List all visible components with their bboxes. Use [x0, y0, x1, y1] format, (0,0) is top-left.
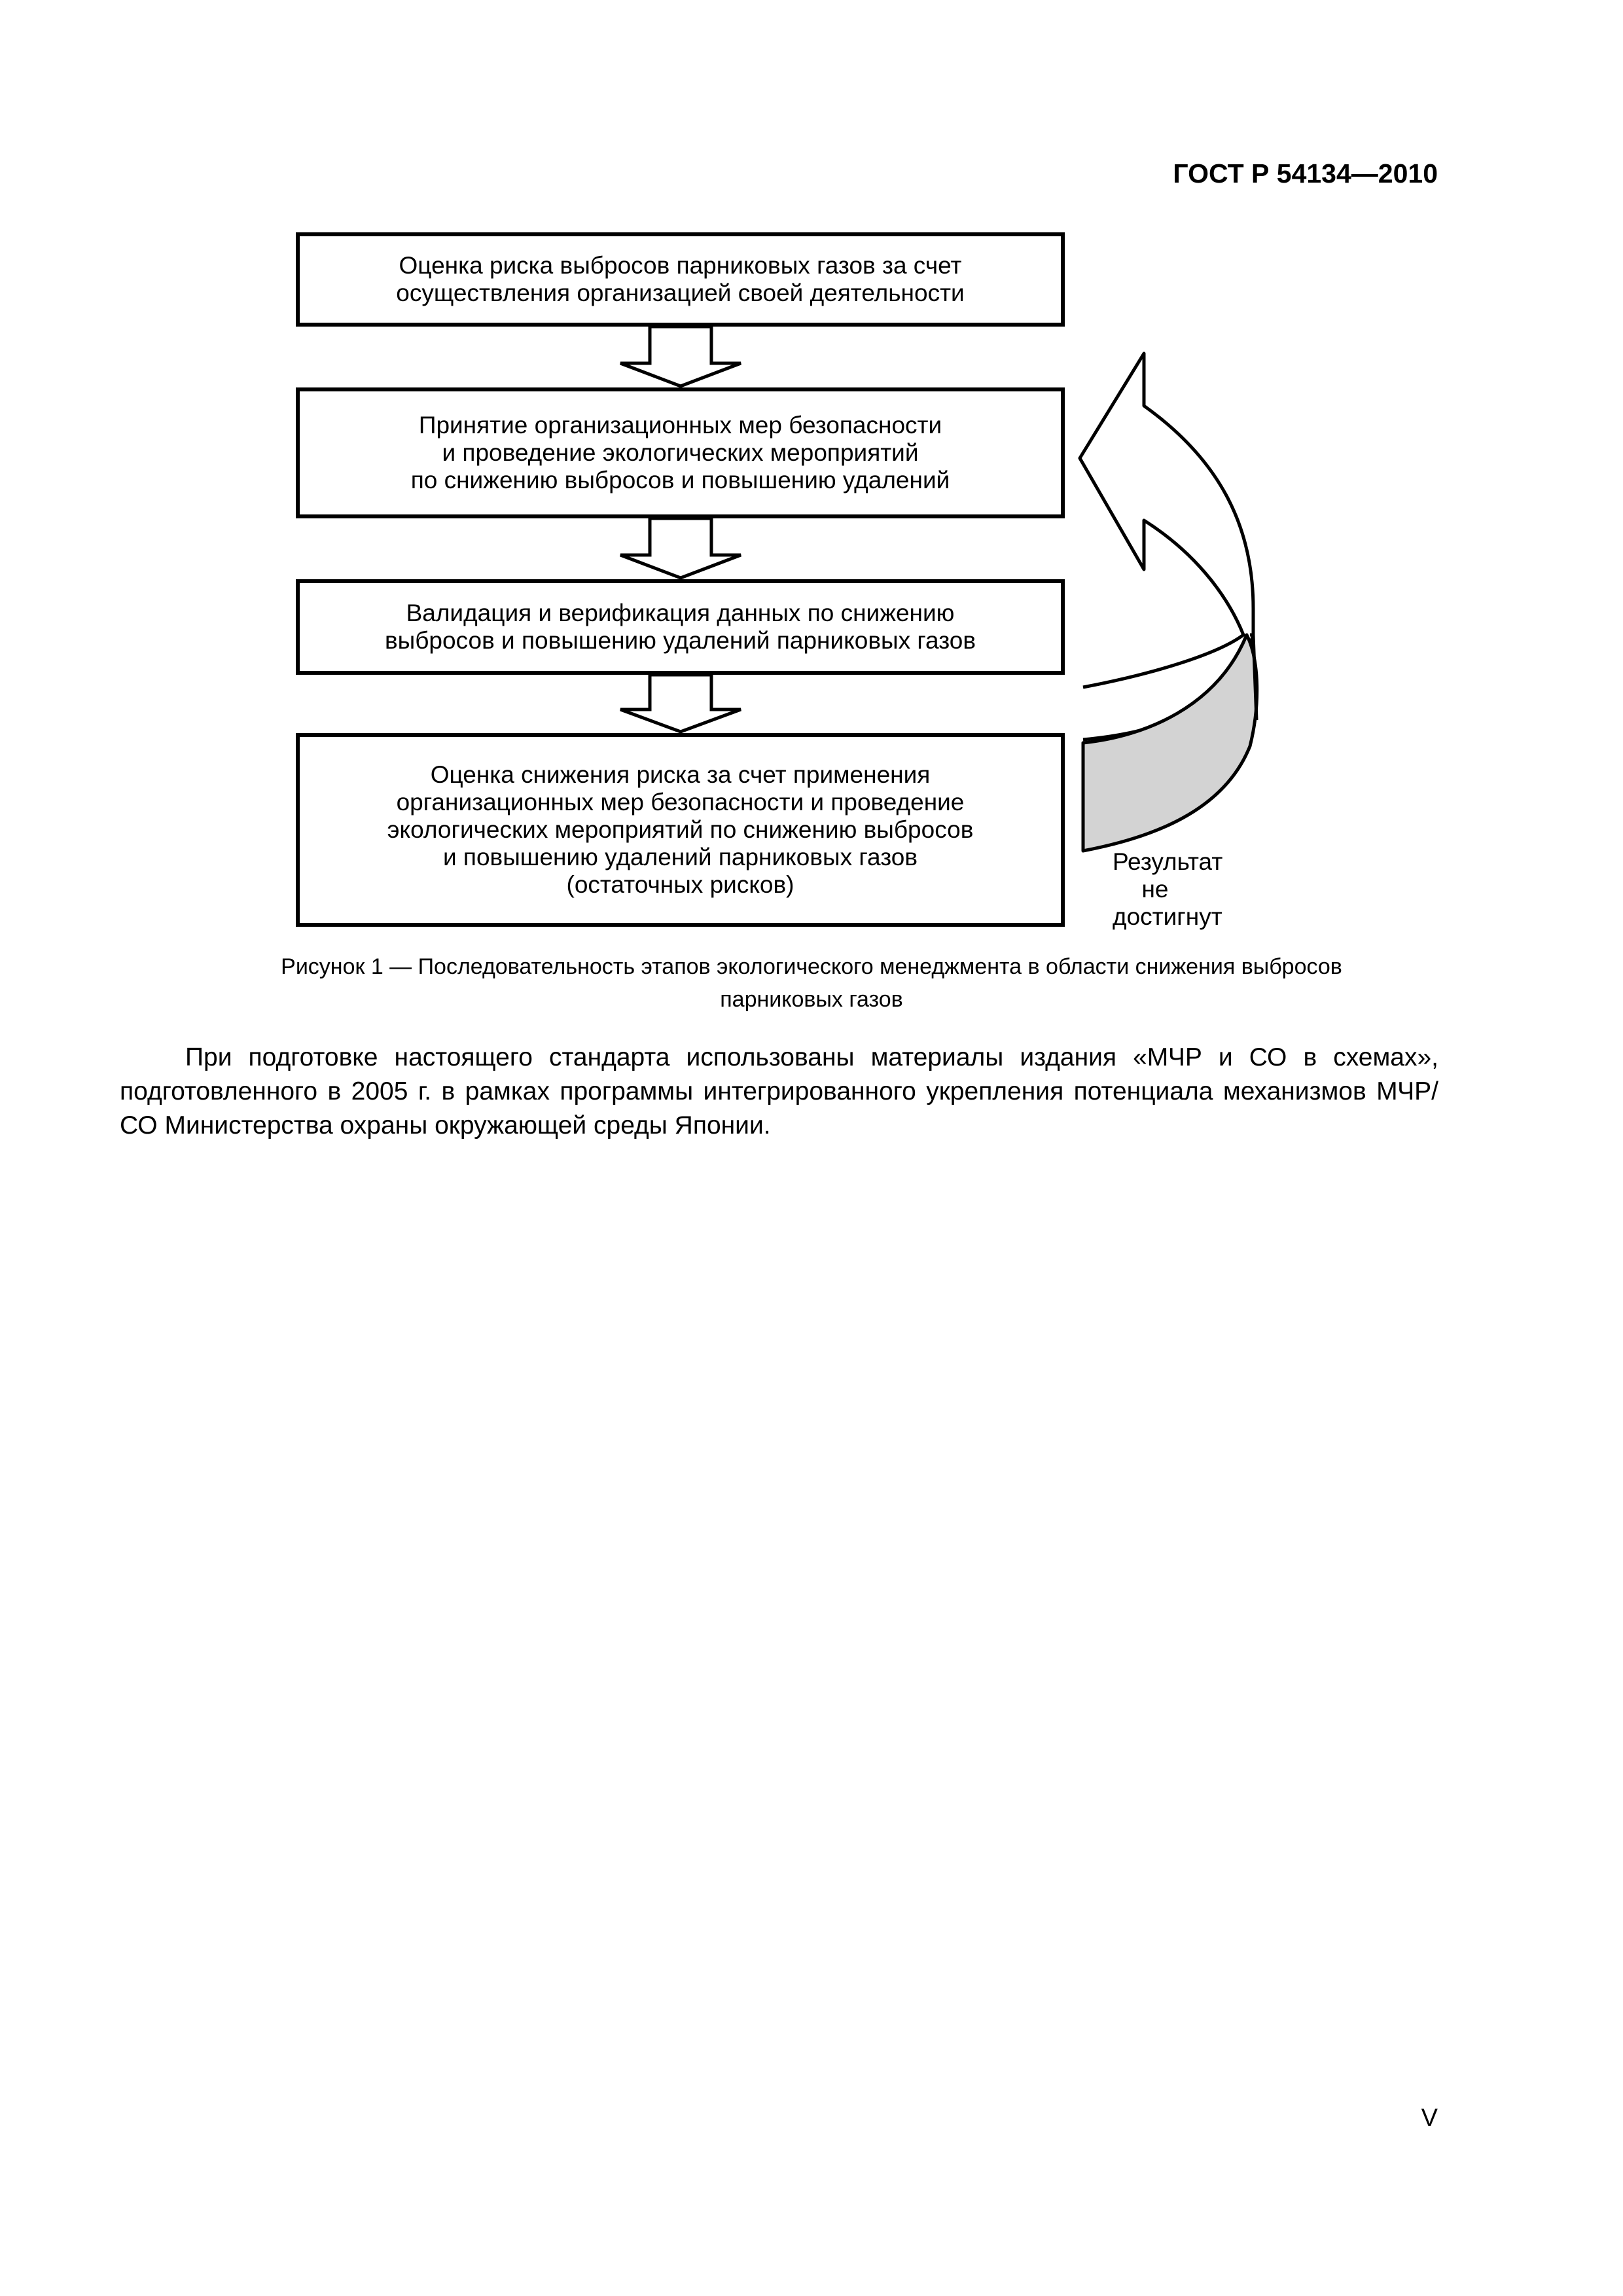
body-paragraph: При подготовке настоящего стандарта использованы материалы издания «МЧР и СО в схемах», подготовленного в 2005 г. в рамках программы интегрированного укрепления потенциала механизмов МЧР/СО Министерства охраны окружающей среды Японии. — [120, 1043, 1438, 1139]
figure-caption-line-2: парниковых газов — [720, 987, 903, 1012]
flow-step-4: Оценка снижения риска за счет применения организационных мер безопасности и проведение экологических мероприятий по снижению выбросов и повышению удалений парниковых газов (остаточных рисков) — [296, 733, 1065, 927]
figure-caption — [131, 950, 1492, 1016]
flow-step-3: Валидация и верификация данных по снижению выбросов и повышению удалений парниковых газов — [296, 579, 1065, 675]
down-arrow-2 — [620, 518, 741, 578]
down-arrow-3 — [620, 675, 741, 732]
down-arrow-1 — [620, 327, 741, 386]
feedback-label: Результат не достигнут — [1113, 848, 1223, 930]
page-number: V — [1421, 2104, 1438, 2132]
document-header: ГОСТ Р 54134—2010 — [1173, 158, 1438, 188]
figure-caption-line-1: Рисунок 1 — Последовательность этапов экологического менеджмента в области снижения выбросов — [281, 954, 1342, 979]
flow-step-1: Оценка риска выбросов парниковых газов за счет осуществления организацией своей деятельности — [296, 232, 1065, 327]
body-text — [120, 1041, 1438, 1143]
flow-step-2: Принятие организационных мер безопасности и проведение экологических мероприятий по снижению выбросов и повышению удалений — [296, 387, 1065, 518]
